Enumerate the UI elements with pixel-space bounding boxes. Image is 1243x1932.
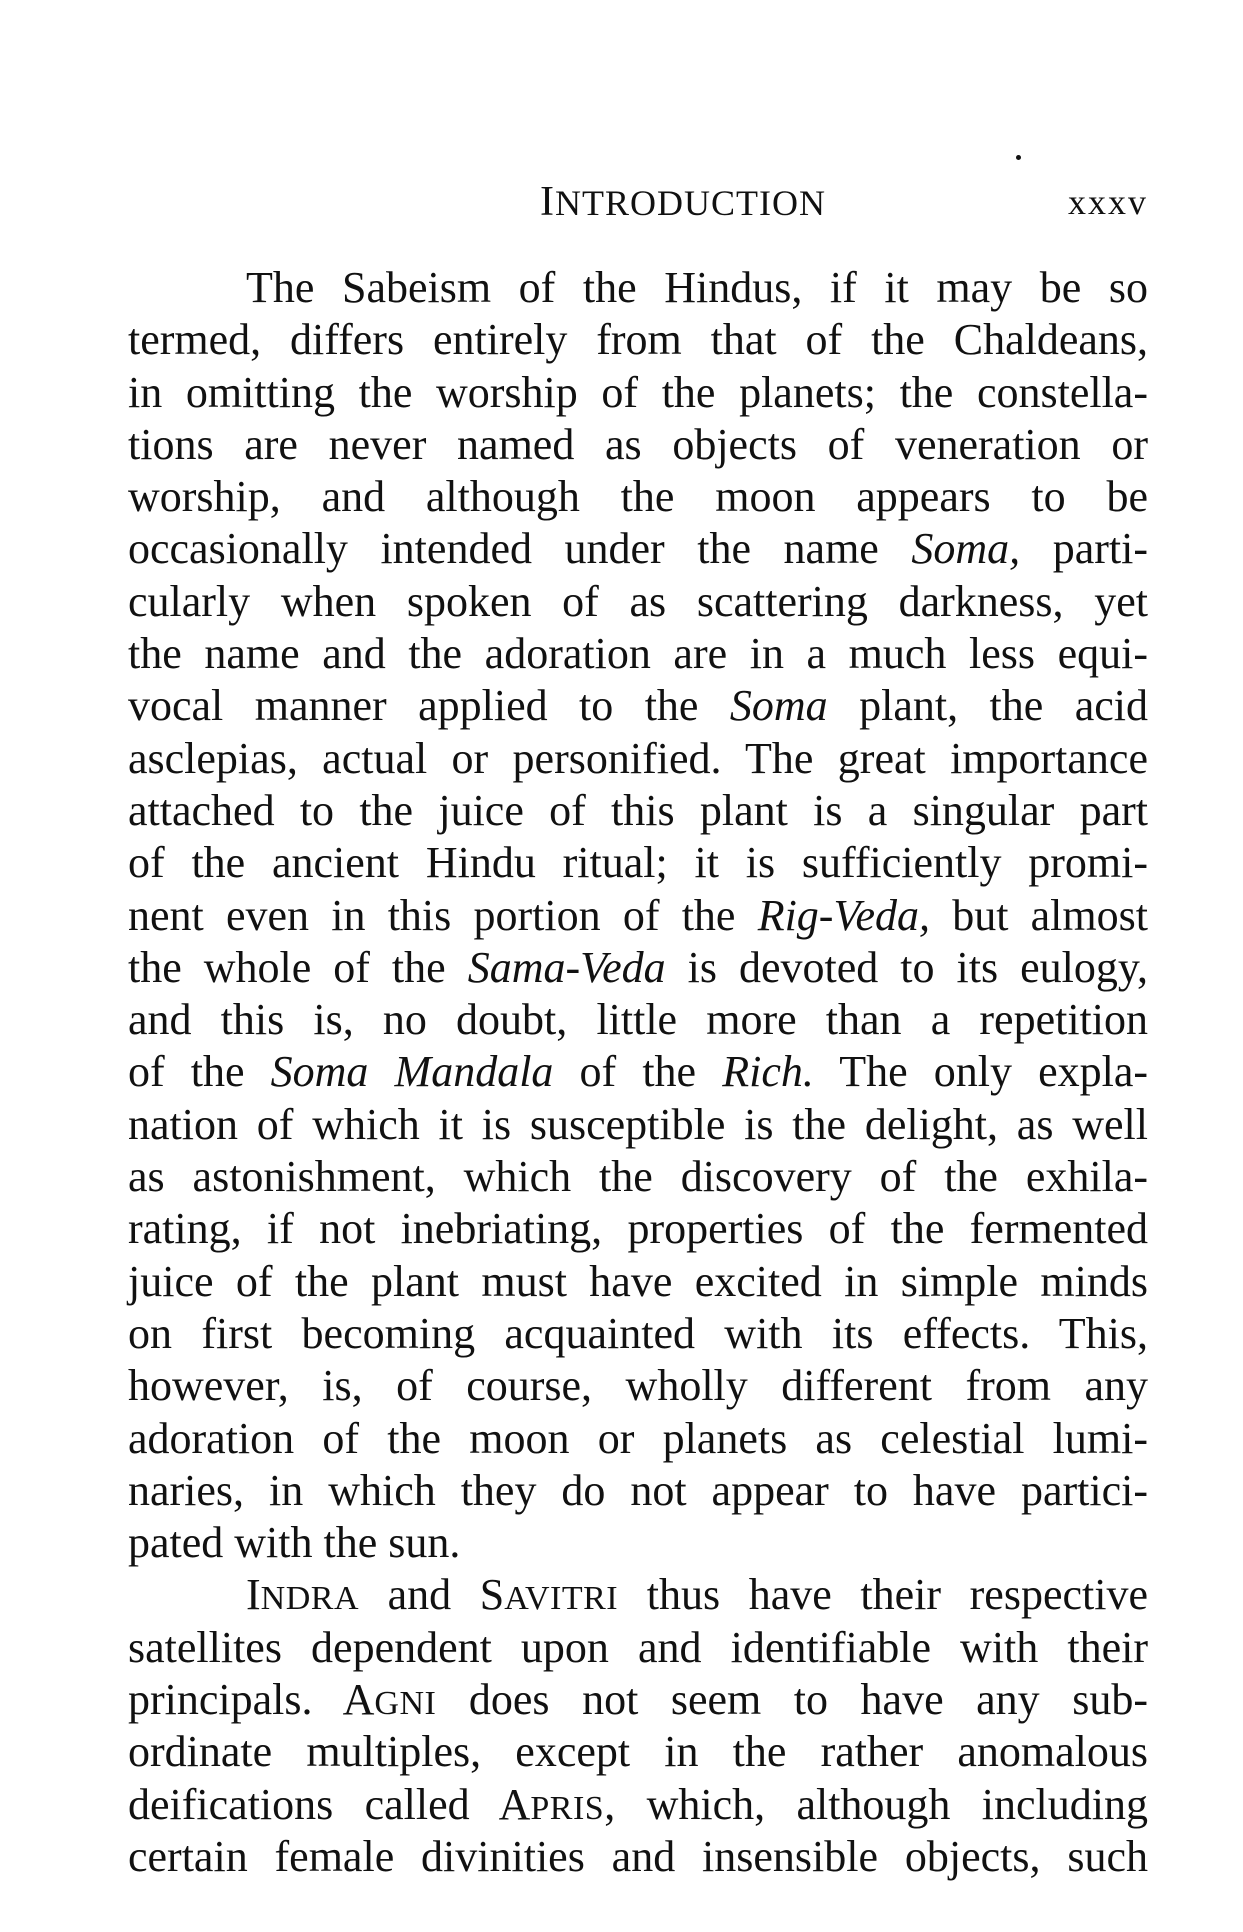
running-head	[128, 178, 1148, 226]
print-speck	[1016, 155, 1021, 160]
text-line: and this is, no doubt, little more than a repetition	[128, 995, 1148, 1045]
text-line: on first becoming acquainted with its effects. This,	[128, 1308, 1148, 1358]
text-line: however, is, of course, wholly different from any	[128, 1361, 1148, 1411]
text-line: adoration of the moon or planets as celestial lumi-	[128, 1413, 1148, 1463]
text-line: INDRA and SAVITRI thus have their respective	[246, 1570, 1148, 1620]
text-line: of the Soma Mandala of the Rich. The only expla-	[128, 1047, 1149, 1097]
text-line: deifications called APRIS, which, although including	[128, 1779, 1148, 1829]
text-line: as astonishment, which the discovery of the exhila-	[128, 1152, 1148, 1202]
text-line: nation of which it is susceptible is the delight, as well	[128, 1099, 1148, 1149]
text-line: vocal manner applied to the Soma plant, the acid	[128, 681, 1148, 731]
text-line: ordinate multiples, except in the rather anomalous	[128, 1727, 1148, 1777]
text-line: worship, and although the moon appears to be	[128, 472, 1148, 522]
text-line: asclepias, actual or personified. The great importance	[128, 733, 1148, 783]
text-line: juice of the plant must have excited in simple minds	[128, 1256, 1148, 1306]
text-line: attached to the juice of this plant is a singular part	[128, 785, 1148, 835]
text-line: naries, in which they do not appear to have partici-	[128, 1465, 1148, 1515]
text-line: termed, differs entirely from that of the Chaldeans,	[128, 315, 1148, 365]
text-line: in omitting the worship of the planets; the constella-	[128, 367, 1148, 417]
text-line: occasionally intended under the name Soma, parti-	[128, 524, 1148, 574]
text-line: principals. AGNI does not seem to have any sub-	[128, 1675, 1148, 1725]
text-line: of the ancient Hindu ritual; it is sufficiently promi-	[128, 838, 1148, 888]
running-title: INTRODUCTION	[540, 179, 826, 225]
page-number: xxxv	[1068, 182, 1148, 222]
body-text	[128, 262, 1148, 1883]
text-line: satellites dependent upon and identifiable with their	[128, 1622, 1148, 1672]
text-line: tions are never named as objects of veneration or	[128, 419, 1148, 469]
text-line: the whole of the Sama-Veda is devoted to its eulogy,	[128, 942, 1148, 992]
text-line: nent even in this portion of the Rig-Veda, but almost	[128, 890, 1148, 940]
text-line: The Sabeism of the Hindus, if it may be so	[246, 263, 1148, 312]
text-line: cularly when spoken of as scattering darkness, yet	[128, 576, 1148, 626]
text-line: rating, if not inebriating, properties of the fermented	[128, 1204, 1148, 1254]
text-line: certain female divinities and insensible objects, such	[128, 1831, 1148, 1881]
text-line: pated with the sun.	[128, 1518, 461, 1568]
text-line: the name and the adoration are in a much less equi-	[128, 629, 1148, 679]
